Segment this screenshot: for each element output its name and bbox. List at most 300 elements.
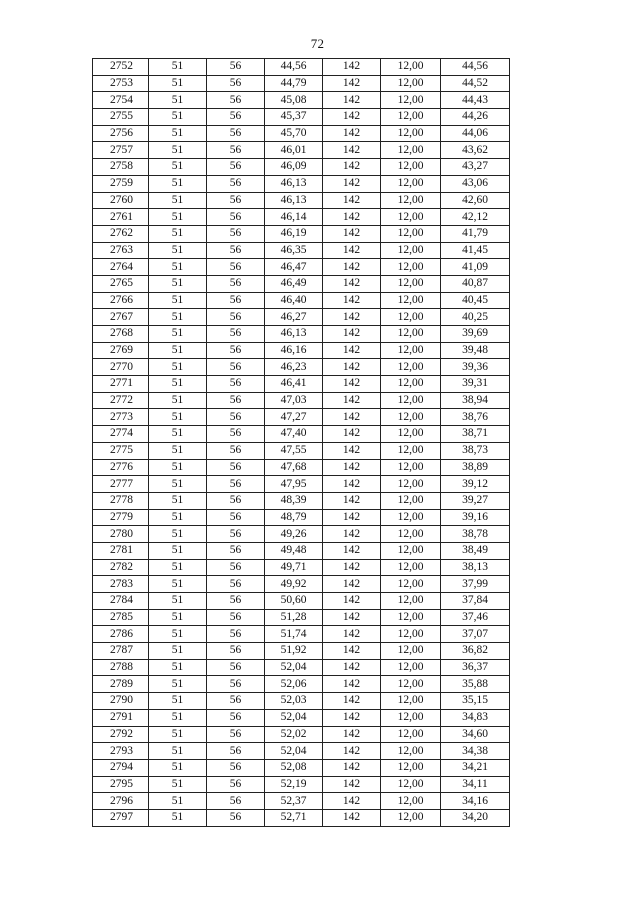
table-cell: 142 bbox=[323, 559, 381, 576]
table-cell: 142 bbox=[323, 476, 381, 493]
table-cell: 56 bbox=[207, 576, 265, 593]
table-cell: 142 bbox=[323, 175, 381, 192]
table-cell: 52,04 bbox=[265, 743, 323, 760]
table-cell: 51 bbox=[149, 759, 207, 776]
table-cell: 51 bbox=[149, 542, 207, 559]
table-cell: 38,94 bbox=[441, 392, 510, 409]
table-cell: 43,06 bbox=[441, 175, 510, 192]
table-cell: 47,68 bbox=[265, 459, 323, 476]
table-cell: 142 bbox=[323, 159, 381, 176]
page-number: 72 bbox=[310, 36, 325, 51]
table-cell: 142 bbox=[323, 209, 381, 226]
table-cell: 2779 bbox=[93, 509, 149, 526]
table-cell: 46,01 bbox=[265, 142, 323, 159]
table-cell: 50,60 bbox=[265, 593, 323, 610]
table-row bbox=[93, 209, 510, 226]
table-cell: 44,56 bbox=[441, 59, 510, 76]
table-row bbox=[93, 426, 510, 443]
table-cell: 49,26 bbox=[265, 526, 323, 543]
table-cell: 56 bbox=[207, 275, 265, 292]
table-cell: 46,40 bbox=[265, 292, 323, 309]
table-cell: 142 bbox=[323, 109, 381, 126]
table-cell: 12,00 bbox=[381, 693, 441, 710]
table-cell: 2783 bbox=[93, 576, 149, 593]
table-cell: 52,02 bbox=[265, 726, 323, 743]
table-cell: 12,00 bbox=[381, 709, 441, 726]
table-row bbox=[93, 292, 510, 309]
table-cell: 46,35 bbox=[265, 242, 323, 259]
table-cell: 38,71 bbox=[441, 426, 510, 443]
table-cell: 2769 bbox=[93, 342, 149, 359]
table-cell: 56 bbox=[207, 559, 265, 576]
table-cell: 56 bbox=[207, 809, 265, 826]
table-cell: 51 bbox=[149, 75, 207, 92]
table-cell: 46,41 bbox=[265, 376, 323, 393]
table-row bbox=[93, 242, 510, 259]
table-cell: 56 bbox=[207, 342, 265, 359]
table-cell: 35,15 bbox=[441, 693, 510, 710]
table-cell: 36,82 bbox=[441, 643, 510, 660]
table-cell: 40,25 bbox=[441, 309, 510, 326]
table-cell: 38,78 bbox=[441, 526, 510, 543]
table-cell: 34,11 bbox=[441, 776, 510, 793]
table-cell: 52,03 bbox=[265, 693, 323, 710]
table-cell: 52,71 bbox=[265, 809, 323, 826]
table-cell: 46,13 bbox=[265, 175, 323, 192]
table-cell: 12,00 bbox=[381, 659, 441, 676]
table-row bbox=[93, 125, 510, 142]
table-row bbox=[93, 109, 510, 126]
table-cell: 46,47 bbox=[265, 259, 323, 276]
table-cell: 142 bbox=[323, 342, 381, 359]
table-cell: 2778 bbox=[93, 492, 149, 509]
table-cell: 44,26 bbox=[441, 109, 510, 126]
table-cell: 142 bbox=[323, 593, 381, 610]
table-cell: 51 bbox=[149, 426, 207, 443]
table-cell: 12,00 bbox=[381, 409, 441, 426]
table-cell: 46,19 bbox=[265, 225, 323, 242]
table-row bbox=[93, 559, 510, 576]
table-cell: 51 bbox=[149, 209, 207, 226]
table-cell: 46,16 bbox=[265, 342, 323, 359]
table-cell: 12,00 bbox=[381, 776, 441, 793]
table-cell: 2791 bbox=[93, 709, 149, 726]
table-cell: 38,89 bbox=[441, 459, 510, 476]
table-cell: 2765 bbox=[93, 275, 149, 292]
table-row bbox=[93, 726, 510, 743]
table-cell: 142 bbox=[323, 776, 381, 793]
table-cell: 45,08 bbox=[265, 92, 323, 109]
table-cell: 34,83 bbox=[441, 709, 510, 726]
table-cell: 51,28 bbox=[265, 609, 323, 626]
table-cell: 12,00 bbox=[381, 59, 441, 76]
table-cell: 34,20 bbox=[441, 809, 510, 826]
table-cell: 12,00 bbox=[381, 426, 441, 443]
table-cell: 12,00 bbox=[381, 526, 441, 543]
table-cell: 52,06 bbox=[265, 676, 323, 693]
table-cell: 56 bbox=[207, 392, 265, 409]
table-cell: 12,00 bbox=[381, 342, 441, 359]
table-cell: 2762 bbox=[93, 225, 149, 242]
table-cell: 52,08 bbox=[265, 759, 323, 776]
table-cell: 51 bbox=[149, 726, 207, 743]
table-cell: 56 bbox=[207, 793, 265, 810]
table-cell: 2764 bbox=[93, 259, 149, 276]
table-row bbox=[93, 809, 510, 826]
table-cell: 2781 bbox=[93, 542, 149, 559]
table-cell: 12,00 bbox=[381, 175, 441, 192]
table-cell: 12,00 bbox=[381, 75, 441, 92]
table-cell: 56 bbox=[207, 643, 265, 660]
table-cell: 56 bbox=[207, 476, 265, 493]
table-cell: 12,00 bbox=[381, 542, 441, 559]
table-cell: 36,37 bbox=[441, 659, 510, 676]
table-cell: 51,74 bbox=[265, 626, 323, 643]
table-cell: 12,00 bbox=[381, 209, 441, 226]
table-cell: 56 bbox=[207, 693, 265, 710]
table-cell: 46,49 bbox=[265, 275, 323, 292]
table-cell: 56 bbox=[207, 509, 265, 526]
table-cell: 56 bbox=[207, 209, 265, 226]
table-cell: 51 bbox=[149, 526, 207, 543]
table-cell: 142 bbox=[323, 192, 381, 209]
table-cell: 51 bbox=[149, 809, 207, 826]
table-cell: 12,00 bbox=[381, 326, 441, 343]
table-cell: 2776 bbox=[93, 459, 149, 476]
table-cell: 2790 bbox=[93, 693, 149, 710]
table-cell: 46,27 bbox=[265, 309, 323, 326]
table-cell: 142 bbox=[323, 392, 381, 409]
table-cell: 51 bbox=[149, 309, 207, 326]
table-row bbox=[93, 326, 510, 343]
table-cell: 12,00 bbox=[381, 626, 441, 643]
table-cell: 46,09 bbox=[265, 159, 323, 176]
table-row bbox=[93, 476, 510, 493]
table-cell: 12,00 bbox=[381, 743, 441, 760]
table-cell: 51 bbox=[149, 643, 207, 660]
table-cell: 45,37 bbox=[265, 109, 323, 126]
table-cell: 12,00 bbox=[381, 242, 441, 259]
table-cell: 38,13 bbox=[441, 559, 510, 576]
table-cell: 2752 bbox=[93, 59, 149, 76]
table-row bbox=[93, 309, 510, 326]
table-cell: 56 bbox=[207, 225, 265, 242]
table-cell: 47,40 bbox=[265, 426, 323, 443]
table-cell: 142 bbox=[323, 509, 381, 526]
table-row bbox=[93, 159, 510, 176]
table-cell: 56 bbox=[207, 492, 265, 509]
table-row bbox=[93, 225, 510, 242]
table-cell: 2756 bbox=[93, 125, 149, 142]
table-cell: 39,31 bbox=[441, 376, 510, 393]
table-cell: 56 bbox=[207, 459, 265, 476]
table-cell: 142 bbox=[323, 292, 381, 309]
table-cell: 56 bbox=[207, 659, 265, 676]
table-cell: 51 bbox=[149, 459, 207, 476]
table-cell: 51 bbox=[149, 693, 207, 710]
table-row bbox=[93, 776, 510, 793]
table-row bbox=[93, 442, 510, 459]
table-cell: 41,45 bbox=[441, 242, 510, 259]
table-cell: 51 bbox=[149, 242, 207, 259]
table-cell: 51 bbox=[149, 159, 207, 176]
table-cell: 51 bbox=[149, 559, 207, 576]
table-cell: 51 bbox=[149, 342, 207, 359]
table-cell: 142 bbox=[323, 459, 381, 476]
table-cell: 51 bbox=[149, 776, 207, 793]
table-cell: 56 bbox=[207, 142, 265, 159]
table-cell: 2754 bbox=[93, 92, 149, 109]
table-cell: 2782 bbox=[93, 559, 149, 576]
table-cell: 38,73 bbox=[441, 442, 510, 459]
table-row bbox=[93, 643, 510, 660]
table-cell: 44,79 bbox=[265, 75, 323, 92]
table-cell: 45,70 bbox=[265, 125, 323, 142]
table-cell: 142 bbox=[323, 643, 381, 660]
table-cell: 47,55 bbox=[265, 442, 323, 459]
table-cell: 2757 bbox=[93, 142, 149, 159]
table-cell: 51 bbox=[149, 142, 207, 159]
table-cell: 142 bbox=[323, 326, 381, 343]
table-cell: 2760 bbox=[93, 192, 149, 209]
table-cell: 51 bbox=[149, 125, 207, 142]
table-cell: 142 bbox=[323, 676, 381, 693]
table-cell: 142 bbox=[323, 492, 381, 509]
table-cell: 142 bbox=[323, 809, 381, 826]
table-cell: 39,27 bbox=[441, 492, 510, 509]
table-cell: 12,00 bbox=[381, 92, 441, 109]
table-cell: 12,00 bbox=[381, 142, 441, 159]
table-row bbox=[93, 259, 510, 276]
table-cell: 56 bbox=[207, 59, 265, 76]
table-cell: 56 bbox=[207, 326, 265, 343]
table-cell: 142 bbox=[323, 309, 381, 326]
table-cell: 51 bbox=[149, 392, 207, 409]
table-cell: 56 bbox=[207, 359, 265, 376]
table-cell: 51 bbox=[149, 509, 207, 526]
table-cell: 56 bbox=[207, 626, 265, 643]
table-row bbox=[93, 192, 510, 209]
table-cell: 142 bbox=[323, 242, 381, 259]
table-cell: 51 bbox=[149, 259, 207, 276]
table-cell: 37,07 bbox=[441, 626, 510, 643]
table-cell: 42,60 bbox=[441, 192, 510, 209]
table-cell: 51 bbox=[149, 576, 207, 593]
table-cell: 38,76 bbox=[441, 409, 510, 426]
table-row bbox=[93, 459, 510, 476]
table-cell: 12,00 bbox=[381, 359, 441, 376]
table-cell: 142 bbox=[323, 442, 381, 459]
table-row bbox=[93, 409, 510, 426]
table-cell: 142 bbox=[323, 59, 381, 76]
table-cell: 51 bbox=[149, 225, 207, 242]
table-cell: 51 bbox=[149, 609, 207, 626]
table-cell: 39,12 bbox=[441, 476, 510, 493]
table-cell: 49,92 bbox=[265, 576, 323, 593]
table-cell: 47,95 bbox=[265, 476, 323, 493]
table-cell: 47,27 bbox=[265, 409, 323, 426]
table-cell: 142 bbox=[323, 659, 381, 676]
table-cell: 142 bbox=[323, 92, 381, 109]
table-cell: 12,00 bbox=[381, 392, 441, 409]
table-row bbox=[93, 576, 510, 593]
table-cell: 12,00 bbox=[381, 676, 441, 693]
table-body bbox=[93, 59, 510, 827]
table-cell: 12,00 bbox=[381, 192, 441, 209]
table-cell: 47,03 bbox=[265, 392, 323, 409]
table-cell: 2767 bbox=[93, 309, 149, 326]
table-cell: 52,19 bbox=[265, 776, 323, 793]
table-cell: 43,27 bbox=[441, 159, 510, 176]
table-cell: 48,39 bbox=[265, 492, 323, 509]
table-cell: 34,21 bbox=[441, 759, 510, 776]
table-row bbox=[93, 175, 510, 192]
table-cell: 37,46 bbox=[441, 609, 510, 626]
table-row bbox=[93, 526, 510, 543]
table-cell: 142 bbox=[323, 576, 381, 593]
table-row bbox=[93, 509, 510, 526]
table-cell: 34,16 bbox=[441, 793, 510, 810]
table-cell: 43,62 bbox=[441, 142, 510, 159]
table-cell: 2789 bbox=[93, 676, 149, 693]
table-cell: 51 bbox=[149, 92, 207, 109]
table-row bbox=[93, 142, 510, 159]
data-table bbox=[92, 58, 510, 827]
table-cell: 56 bbox=[207, 409, 265, 426]
table-cell: 12,00 bbox=[381, 225, 441, 242]
table-cell: 56 bbox=[207, 109, 265, 126]
table-row bbox=[93, 75, 510, 92]
table-cell: 51 bbox=[149, 492, 207, 509]
table-cell: 46,14 bbox=[265, 209, 323, 226]
table-cell: 12,00 bbox=[381, 492, 441, 509]
table-cell: 12,00 bbox=[381, 109, 441, 126]
table-cell: 142 bbox=[323, 542, 381, 559]
table-cell: 142 bbox=[323, 125, 381, 142]
table-cell: 56 bbox=[207, 526, 265, 543]
table-cell: 12,00 bbox=[381, 793, 441, 810]
table-cell: 56 bbox=[207, 609, 265, 626]
table-cell: 34,60 bbox=[441, 726, 510, 743]
table-cell: 37,99 bbox=[441, 576, 510, 593]
table-row bbox=[93, 593, 510, 610]
table-cell: 56 bbox=[207, 259, 265, 276]
table-cell: 52,04 bbox=[265, 659, 323, 676]
table-cell: 142 bbox=[323, 726, 381, 743]
table-cell: 2794 bbox=[93, 759, 149, 776]
table-cell: 12,00 bbox=[381, 476, 441, 493]
table-row bbox=[93, 275, 510, 292]
table-cell: 12,00 bbox=[381, 292, 441, 309]
table-cell: 2796 bbox=[93, 793, 149, 810]
table-cell: 56 bbox=[207, 125, 265, 142]
table-cell: 56 bbox=[207, 709, 265, 726]
table-cell: 51 bbox=[149, 626, 207, 643]
table-cell: 39,48 bbox=[441, 342, 510, 359]
table-row bbox=[93, 342, 510, 359]
table-cell: 51 bbox=[149, 659, 207, 676]
table-cell: 2766 bbox=[93, 292, 149, 309]
table-cell: 51,92 bbox=[265, 643, 323, 660]
table-cell: 51 bbox=[149, 676, 207, 693]
table-row bbox=[93, 376, 510, 393]
table-row bbox=[93, 609, 510, 626]
table-cell: 2780 bbox=[93, 526, 149, 543]
table-cell: 56 bbox=[207, 426, 265, 443]
table-cell: 44,43 bbox=[441, 92, 510, 109]
table-cell: 142 bbox=[323, 259, 381, 276]
table-cell: 142 bbox=[323, 526, 381, 543]
table-cell: 56 bbox=[207, 75, 265, 92]
table-cell: 51 bbox=[149, 442, 207, 459]
table-cell: 142 bbox=[323, 693, 381, 710]
table-cell: 56 bbox=[207, 776, 265, 793]
table-cell: 2755 bbox=[93, 109, 149, 126]
table-cell: 12,00 bbox=[381, 459, 441, 476]
table-cell: 46,23 bbox=[265, 359, 323, 376]
table-cell: 142 bbox=[323, 75, 381, 92]
table-cell: 2777 bbox=[93, 476, 149, 493]
table-cell: 2784 bbox=[93, 593, 149, 610]
table-row bbox=[93, 359, 510, 376]
table-cell: 37,84 bbox=[441, 593, 510, 610]
table-cell: 51 bbox=[149, 175, 207, 192]
table-row bbox=[93, 542, 510, 559]
table-cell: 142 bbox=[323, 759, 381, 776]
table-cell: 51 bbox=[149, 743, 207, 760]
table-cell: 2758 bbox=[93, 159, 149, 176]
table-cell: 2772 bbox=[93, 392, 149, 409]
table-cell: 44,56 bbox=[265, 59, 323, 76]
table-cell: 40,45 bbox=[441, 292, 510, 309]
table-cell: 49,48 bbox=[265, 542, 323, 559]
table-cell: 51 bbox=[149, 326, 207, 343]
table-cell: 51 bbox=[149, 476, 207, 493]
table-cell: 41,79 bbox=[441, 225, 510, 242]
table-cell: 52,04 bbox=[265, 709, 323, 726]
table-cell: 56 bbox=[207, 159, 265, 176]
table-cell: 56 bbox=[207, 442, 265, 459]
table-row bbox=[93, 693, 510, 710]
table-row bbox=[93, 659, 510, 676]
table-cell: 2759 bbox=[93, 175, 149, 192]
table-cell: 56 bbox=[207, 292, 265, 309]
table-row bbox=[93, 92, 510, 109]
table-cell: 56 bbox=[207, 542, 265, 559]
table-row bbox=[93, 676, 510, 693]
table-cell: 142 bbox=[323, 409, 381, 426]
table-row bbox=[93, 626, 510, 643]
table-cell: 46,13 bbox=[265, 192, 323, 209]
table-cell: 12,00 bbox=[381, 509, 441, 526]
table-cell: 44,52 bbox=[441, 75, 510, 92]
table-cell: 51 bbox=[149, 292, 207, 309]
table-cell: 142 bbox=[323, 626, 381, 643]
table-row bbox=[93, 743, 510, 760]
table-cell: 40,87 bbox=[441, 275, 510, 292]
table-cell: 12,00 bbox=[381, 759, 441, 776]
table-cell: 2774 bbox=[93, 426, 149, 443]
table-cell: 142 bbox=[323, 275, 381, 292]
table-cell: 2771 bbox=[93, 376, 149, 393]
table-cell: 56 bbox=[207, 676, 265, 693]
table-cell: 12,00 bbox=[381, 576, 441, 593]
table-cell: 2768 bbox=[93, 326, 149, 343]
table-cell: 12,00 bbox=[381, 609, 441, 626]
table-cell: 142 bbox=[323, 426, 381, 443]
table-cell: 51 bbox=[149, 593, 207, 610]
table-cell: 2753 bbox=[93, 75, 149, 92]
